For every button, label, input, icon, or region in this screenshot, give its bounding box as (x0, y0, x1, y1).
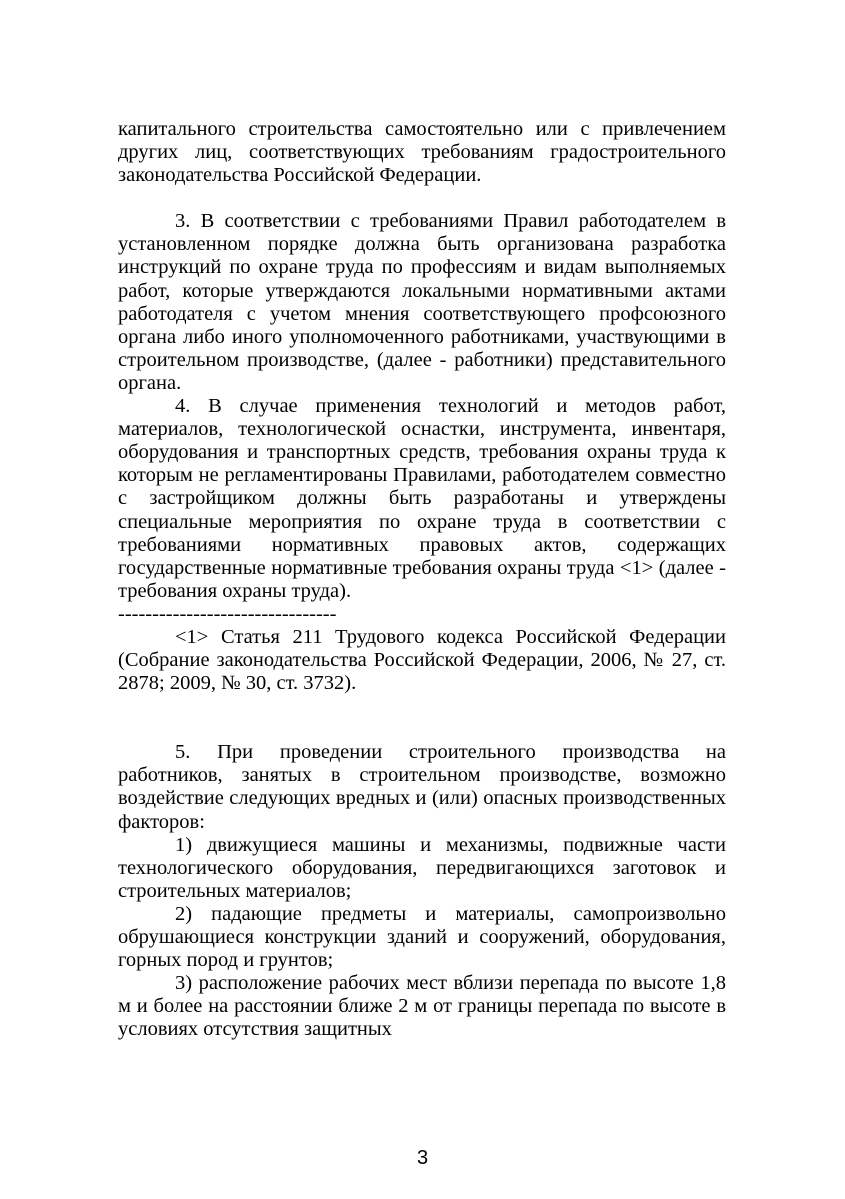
footnote-separator: -------------------------------- (118, 602, 337, 625)
list-item-2: 2) падающие предметы и материалы, самопроизвольно обрушающиеся конструкции зданий и сооружений, оборудования, горных пород и грунтов; (118, 902, 726, 972)
paragraph-item-3: 3. В соответствии с требованиями Правил работодателем в установленном порядке должна быть организована разработка инструкций по охране труда по профессиям и видам выполняемых работ, которые утверждаются локальными нормативными актами работодателя с учетом мнения соответствующего профсоюзного органа либо иного уполномоченного работниками, участвующими в строительном производстве, (далее - работники) представительного органа. (118, 210, 726, 394)
page-body (118, 118, 726, 1041)
paragraph-item-4: 4. В случае применения технологий и методов работ, материалов, технологической оснастки, инструмента, инвентаря, оборудования и транспортных средств, требования охраны труда к которым не регламентированы Правилами, работодателем совместно с застройщиком должны быть разработаны и утверждены специальные мероприятия по охране труда в соответствии с требованиями нормативных правовых актов, содержащих государственные нормативные требования охраны труда <1> (далее - требования охраны труда). (118, 395, 726, 602)
page-number: 3 (416, 1147, 429, 1169)
list-item-3: 3) расположение рабочих мест вблизи перепада по высоте 1,8 м и более на расстоянии ближе 2 м от границы перепада по высоте в условиях отсутствия защитных (118, 972, 726, 1041)
list-item-1: 1) движущиеся машины и механизмы, подвижные части технологического оборудования, передвигающихся заготовок и строительных материалов; (118, 833, 726, 902)
paragraph-continuation: капитального строительства самостоятельно или с привлечением других лиц, соответствующих требованиям градостроительного законодательства Российской Федерации. (118, 118, 726, 187)
footnote-1: <1> Статья 211 Трудового кодекса Российской Федерации (Собрание законодательства Российской Федерации, 2006, № 27, ст. 2878; 2009, № 30, ст. 3732). (118, 625, 726, 695)
paragraph-item-5: 5. При проведении строительного производства на работников, занятых в строительном производстве, возможно воздействие следующих вредных и (или) опасных производственных факторов: (118, 741, 726, 833)
